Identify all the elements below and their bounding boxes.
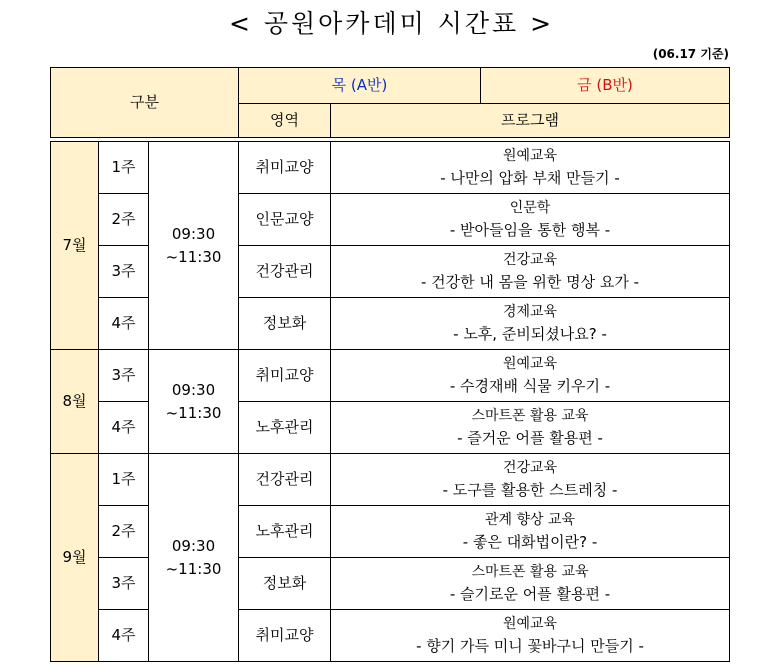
date-basis: (06.17 기준) (652, 47, 729, 61)
program-cell: 건강교육 - 건강한 내 몸을 위한 명상 요가 - (331, 246, 730, 298)
program-cell: 원예교육 - 수경재배 식물 키우기 - (331, 350, 730, 402)
header-category: 구분 (51, 68, 239, 138)
program-cell: 스마트폰 활용 교육 - 슬기로운 어플 활용편 - (331, 558, 730, 610)
area-cell: 노후관리 (239, 402, 331, 454)
area-cell: 인문교양 (239, 194, 331, 246)
area-cell: 건강관리 (239, 246, 331, 298)
page-title: < 공원아카데미 시간표 > (228, 9, 555, 38)
time-cell: 09:30 ~11:30 (149, 454, 239, 662)
program-cell: 인문학 - 받아들임을 통한 행복 - (331, 194, 730, 246)
program-cell: 관계 향상 교육 - 좋은 대화법이란? - (331, 506, 730, 558)
week-cell: 4주 (99, 298, 149, 350)
table-row (51, 454, 730, 506)
time-cell: 09:30 ~11:30 (149, 142, 239, 350)
week-cell: 1주 (99, 142, 149, 194)
area-cell: 취미교양 (239, 350, 331, 402)
table-row (51, 350, 730, 402)
area-cell: 정보화 (239, 298, 331, 350)
month-cell: 8월 (51, 350, 99, 454)
area-cell: 취미교양 (239, 610, 331, 662)
time-cell: 09:30 ~11:30 (149, 350, 239, 454)
program-cell: 경제교육 - 노후, 준비되셨나요? - (331, 298, 730, 350)
program-cell: 원예교육 - 향기 가득 미니 꽃바구니 만들기 - (331, 610, 730, 662)
month-cell: 7월 (51, 142, 99, 350)
area-cell: 정보화 (239, 558, 331, 610)
program-cell: 스마트폰 활용 교육 - 즐거운 어플 활용편 - (331, 402, 730, 454)
header-friday-class: 금 (B반) (481, 68, 730, 104)
week-cell: 1주 (99, 454, 149, 506)
program-cell: 건강교육 - 도구를 활용한 스트레칭 - (331, 454, 730, 506)
area-cell: 취미교양 (239, 142, 331, 194)
week-cell: 3주 (99, 558, 149, 610)
week-cell: 3주 (99, 246, 149, 298)
header-area: 영역 (239, 104, 331, 138)
week-cell: 3주 (99, 350, 149, 402)
month-cell: 9월 (51, 454, 99, 662)
week-cell: 2주 (99, 194, 149, 246)
header-program: 프로그램 (331, 104, 730, 138)
schedule-table (50, 67, 730, 662)
program-cell: 원예교육 - 나만의 압화 부채 만들기 - (331, 142, 730, 194)
header-thursday-class: 목 (A반) (239, 68, 481, 104)
area-cell: 노후관리 (239, 506, 331, 558)
week-cell: 4주 (99, 402, 149, 454)
table-row (51, 142, 730, 194)
week-cell: 4주 (99, 610, 149, 662)
area-cell: 건강관리 (239, 454, 331, 506)
week-cell: 2주 (99, 506, 149, 558)
